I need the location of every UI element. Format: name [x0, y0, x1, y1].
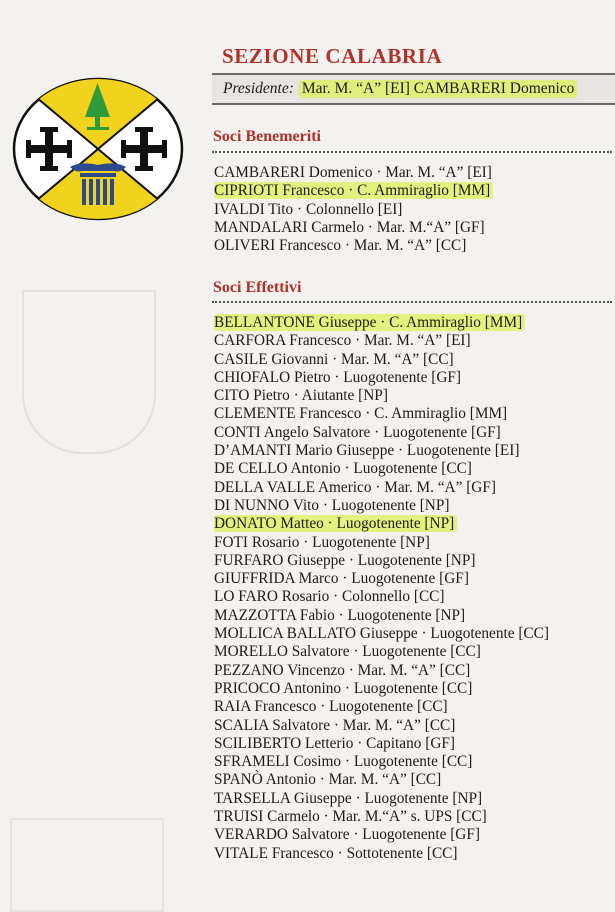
member-entry: LO FARO Rosario · Colonnello [CC]: [214, 588, 445, 606]
member-list-item: [214, 515, 549, 533]
member-list-item: [214, 424, 549, 442]
member-list-item: [214, 790, 549, 808]
member-entry: MOLLICA BALLATO Giuseppe · Luogotenente [CC]: [214, 625, 549, 643]
member-entry: CARFORA Francesco · Mar. M. “A” [EI]: [214, 332, 471, 350]
member-list-item: [214, 405, 549, 423]
member-entry: GIUFFRIDA Marco · Luogotenente [GF]: [214, 570, 469, 588]
effettivi-divider: [212, 301, 612, 303]
effettivi-heading: Soci Effettivi: [213, 279, 302, 296]
member-entry: PRICOCO Antonino · Luogotenente [CC]: [214, 679, 473, 697]
member-list-item: [214, 552, 549, 570]
member-list-item: [214, 698, 549, 716]
member-entry: MANDALARI Carmelo · Mar. M.“A” [GF]: [214, 218, 485, 236]
member-entry: TRUISI Carmelo · Mar. M.“A” s. UPS [CC]: [214, 808, 487, 826]
member-list-item: [214, 570, 549, 588]
member-entry: VERARDO Salvatore · Luogotenente [GF]: [214, 826, 480, 844]
member-entry: CIPRIOTI Francesco · C. Ammiraglio [MM]: [214, 182, 493, 199]
member-entry: CHIOFALO Pietro · Luogotenente [GF]: [214, 368, 461, 386]
faded-background-crest: [22, 290, 156, 454]
president-name: Mar. M. “A” [EI] CAMBARERI Domenico: [299, 80, 578, 98]
member-entry: DONATO Matteo · Luogotenente [NP]: [214, 515, 457, 532]
member-entry: SCILIBERTO Letterio · Capitano [GF]: [214, 734, 455, 752]
member-entry: MAZZOTTA Fabio · Luogotenente [NP]: [214, 606, 466, 624]
member-entry: MORELLO Salvatore · Luogotenente [CC]: [214, 643, 481, 661]
member-list-item: [214, 607, 549, 625]
member-list-item: [214, 497, 549, 515]
member-entry: SPANÒ Antonio · Mar. M. “A” [CC]: [214, 771, 442, 789]
member-entry: DI NUNNO Vito · Luogotenente [NP]: [214, 496, 450, 514]
member-list-item: [214, 387, 549, 405]
effettivi-list: [214, 314, 549, 863]
member-entry: VITALE Francesco · Sottotenente [CC]: [214, 844, 458, 862]
benemeriti-heading: Soci Benemeriti: [213, 128, 321, 145]
member-list-item: [214, 479, 549, 497]
member-entry: SCALIA Salvatore · Mar. M. “A” [CC]: [214, 716, 456, 734]
member-list-item: [214, 182, 493, 200]
member-entry: BELLANTONE Giuseppe · C. Ammiraglio [MM]: [214, 314, 525, 331]
president-bar: [212, 73, 615, 105]
member-entry: TARSELLA Giuseppe · Luogotenente [NP]: [214, 789, 483, 807]
benemeriti-divider: [212, 151, 612, 153]
member-list-item: [214, 534, 549, 552]
member-entry: IVALDI Tito · Colonnello [EI]: [214, 200, 403, 218]
member-entry: DELLA VALLE Americo · Mar. M. “A” [GF]: [214, 478, 496, 496]
member-list-item: [214, 771, 549, 789]
faded-background-emblem: [10, 818, 164, 912]
member-list-item: [214, 735, 549, 753]
member-list-item: [214, 369, 549, 387]
member-list-item: [214, 314, 549, 332]
member-list-item: [214, 442, 549, 460]
member-list-item: [214, 237, 493, 255]
member-list-item: [214, 625, 549, 643]
section-title: SEZIONE CALABRIA: [222, 44, 443, 68]
member-list-item: [214, 219, 493, 237]
member-list-item: [214, 332, 549, 350]
member-list-item: [214, 753, 549, 771]
member-entry: CITO Pietro · Aiutante [NP]: [214, 387, 388, 405]
member-entry: CAMBARERI Domenico · Mar. M. “A” [EI]: [214, 164, 492, 181]
member-list-item: [214, 808, 549, 826]
member-entry: DE CELLO Antonio · Luogotenente [CC]: [214, 460, 472, 478]
member-list-item: [214, 826, 549, 844]
member-entry: D’AMANTI Mario Giuseppe · Luogotenente [EI]: [214, 442, 520, 460]
member-list-item: [214, 201, 493, 219]
member-entry: CASILE Giovanni · Mar. M. “A” [CC]: [214, 350, 454, 368]
member-entry: CLEMENTE Francesco · C. Ammiraglio [MM]: [214, 405, 508, 423]
member-entry: FOTI Rosario · Luogotenente [NP]: [214, 533, 430, 551]
benemeriti-list: [214, 164, 493, 255]
member-list-item: [214, 460, 549, 478]
member-list-item: [214, 351, 549, 369]
member-entry: PEZZANO Vincenzo · Mar. M. “A” [CC]: [214, 661, 471, 679]
member-list-item: [214, 164, 493, 182]
president-label: Presidente:: [223, 80, 294, 97]
member-list-item: [214, 680, 549, 698]
member-entry: FURFARO Giuseppe · Luogotenente [NP]: [214, 551, 476, 569]
member-entry: RAIA Francesco · Luogotenente [CC]: [214, 698, 448, 716]
member-list-item: [214, 588, 549, 606]
member-list-item: [214, 662, 549, 680]
member-entry: SFRAMELI Cosimo · Luogotenente [CC]: [214, 753, 473, 771]
member-list-item: [214, 643, 549, 661]
member-list-item: [214, 845, 549, 863]
member-list-item: [214, 717, 549, 735]
calabria-coat-of-arms-icon: [12, 77, 188, 221]
member-entry: OLIVERI Francesco · Mar. M. “A” [CC]: [214, 237, 467, 255]
member-entry: CONTI Angelo Salvatore · Luogotenente [GF]: [214, 423, 501, 441]
